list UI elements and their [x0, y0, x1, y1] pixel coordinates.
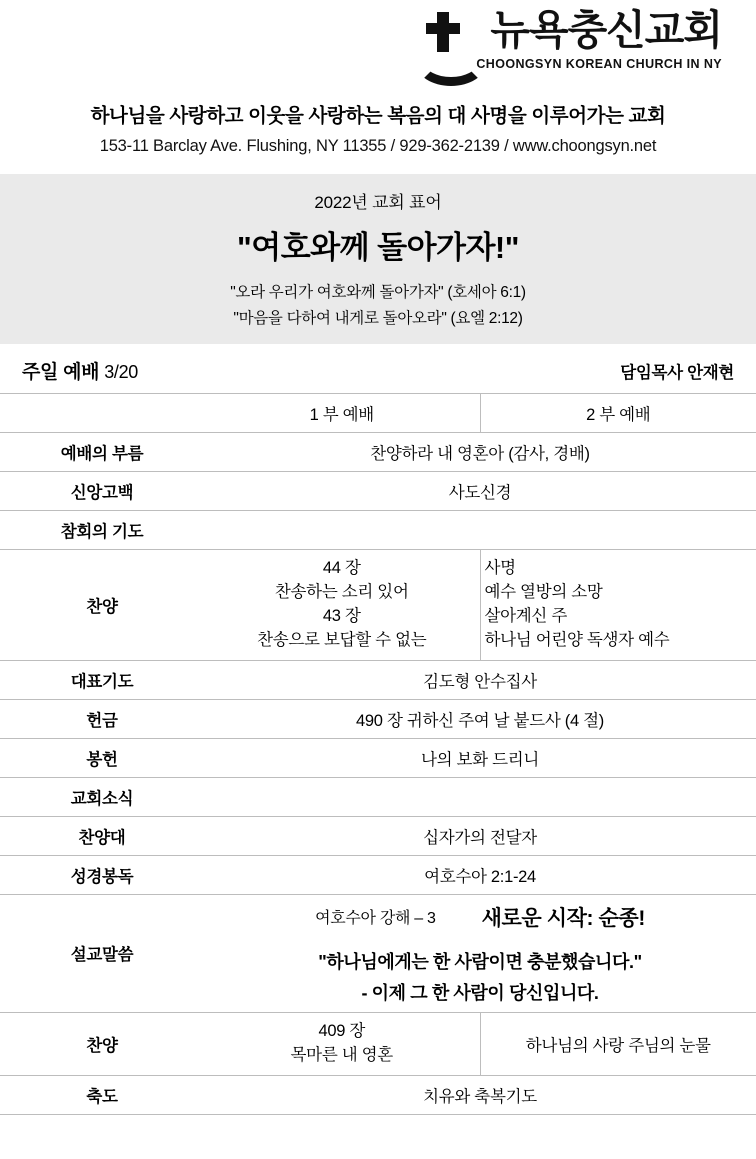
row-value: 치유와 축복기도 — [204, 1075, 756, 1114]
column-header-first-service: 1 부 예배 — [204, 394, 480, 433]
hymn-line: 예수 열방의 소망 — [484, 582, 603, 601]
table-row-sermon — [0, 894, 756, 1012]
hymn-line: 사명 — [484, 559, 516, 577]
table-row — [0, 472, 756, 511]
service-header — [0, 344, 756, 393]
row-value: 사도신경 — [204, 472, 756, 511]
row-label: 신앙고백 — [0, 472, 204, 511]
table-row — [0, 660, 756, 699]
cross-anchor-icon — [414, 10, 470, 72]
hymn-line: 하나님 어린양 독생자 예수 — [484, 630, 670, 649]
hymn-line: 살아계신 주 — [484, 606, 567, 625]
row-value: 여호수아 2:1-24 — [204, 855, 756, 894]
theme-verse-2: "마음을 다하여 내게로 돌아오라" (요엘 2:12) — [233, 310, 523, 327]
row-label: 교회소식 — [0, 777, 204, 816]
hymn-line: 찬송하는 소리 있어 — [274, 582, 409, 601]
row-label: 찬양 — [0, 1012, 204, 1075]
table-row — [0, 816, 756, 855]
row-label: 찬양대 — [0, 816, 204, 855]
sermon-heading — [208, 902, 752, 932]
church-name-english: CHOONGSYN KOREAN CHURCH IN NY — [476, 57, 722, 71]
page-header — [0, 0, 756, 156]
row-label: 찬양 — [0, 550, 204, 661]
hymn-line: 찬송으로 보답할 수 없는 — [257, 630, 427, 649]
logo-text — [476, 7, 722, 71]
hymn-first-service — [204, 550, 480, 661]
table-row-hymn — [0, 550, 756, 661]
sermon-subtitle: - 이제 그 한 사람이 당신입니다. — [361, 982, 599, 1003]
row-label: 대표기도 — [0, 660, 204, 699]
column-header-second-service: 2 부 예배 — [480, 394, 756, 433]
table-row-closing-hymn — [0, 1012, 756, 1075]
row-value: 나의 보화 드리니 — [204, 738, 756, 777]
sermon-content — [204, 894, 756, 1012]
table-row — [0, 855, 756, 894]
table-row — [0, 777, 756, 816]
sermon-series: 여호수아 강해 – 3 — [315, 910, 436, 928]
church-logo — [18, 7, 738, 88]
table-row — [0, 1075, 756, 1114]
hymn-line: 목마른 내 영혼 — [290, 1045, 393, 1064]
sermon-title: 새로운 시작: 순종! — [481, 906, 645, 930]
table-row — [0, 699, 756, 738]
table-row — [0, 433, 756, 472]
row-label: 축도 — [0, 1075, 204, 1114]
row-value — [204, 511, 756, 550]
theme-box — [0, 174, 756, 344]
hymn-line: 44 장 — [322, 559, 361, 577]
closing-hymn-first-service — [204, 1012, 480, 1075]
row-label: 예배의 부름 — [0, 433, 204, 472]
hymn-second-service — [480, 550, 756, 661]
hymn-line: 43 장 — [322, 606, 361, 625]
row-value — [204, 777, 756, 816]
church-slogan: 하나님을 사랑하고 이웃을 사랑하는 복음의 대 사명을 이루어가는 교회 — [90, 105, 666, 127]
row-value: 490 장 귀하신 주여 날 붙드사 (4 절) — [204, 699, 756, 738]
table-header-row — [0, 394, 756, 433]
row-label: 참회의 기도 — [0, 511, 204, 550]
row-label: 성경봉독 — [0, 855, 204, 894]
theme-year-label: 2022년 교회 표어 — [314, 193, 442, 212]
theme-verse-1: "오라 우리가 여호와께 돌아가자" (호세아 6:1) — [230, 284, 526, 301]
service-pastor: 담임목사 안재현 — [620, 364, 734, 382]
service-title-label: 주일 예배 — [22, 362, 100, 383]
order-of-service-table — [0, 393, 756, 1115]
row-label: 설교말씀 — [0, 894, 204, 1012]
theme-title: "여호와께 돌아가자!" — [237, 230, 519, 265]
table-row — [0, 511, 756, 550]
service-date: 3/20 — [104, 362, 139, 382]
church-address: 153-11 Barclay Ave. Flushing, NY 11355 / 929-362-2139 / www.choongsyn.net — [99, 137, 657, 155]
hymn-line: 409 장 — [318, 1021, 366, 1040]
row-value: 김도형 안수집사 — [204, 660, 756, 699]
header-blank-cell — [0, 394, 204, 433]
row-label: 헌금 — [0, 699, 204, 738]
row-label: 봉헌 — [0, 738, 204, 777]
sermon-quote: "하나님에게는 한 사람이면 충분했습니다." — [318, 951, 642, 972]
row-value: 찬양하라 내 영혼아 (감사, 경배) — [204, 433, 756, 472]
row-value: 십자가의 전달자 — [204, 816, 756, 855]
service-title — [22, 357, 138, 384]
church-name-korean: 뉴욕충신교회 — [490, 7, 722, 53]
table-row — [0, 738, 756, 777]
closing-hymn-second-service: 하나님의 사랑 주님의 눈물 — [480, 1012, 756, 1075]
